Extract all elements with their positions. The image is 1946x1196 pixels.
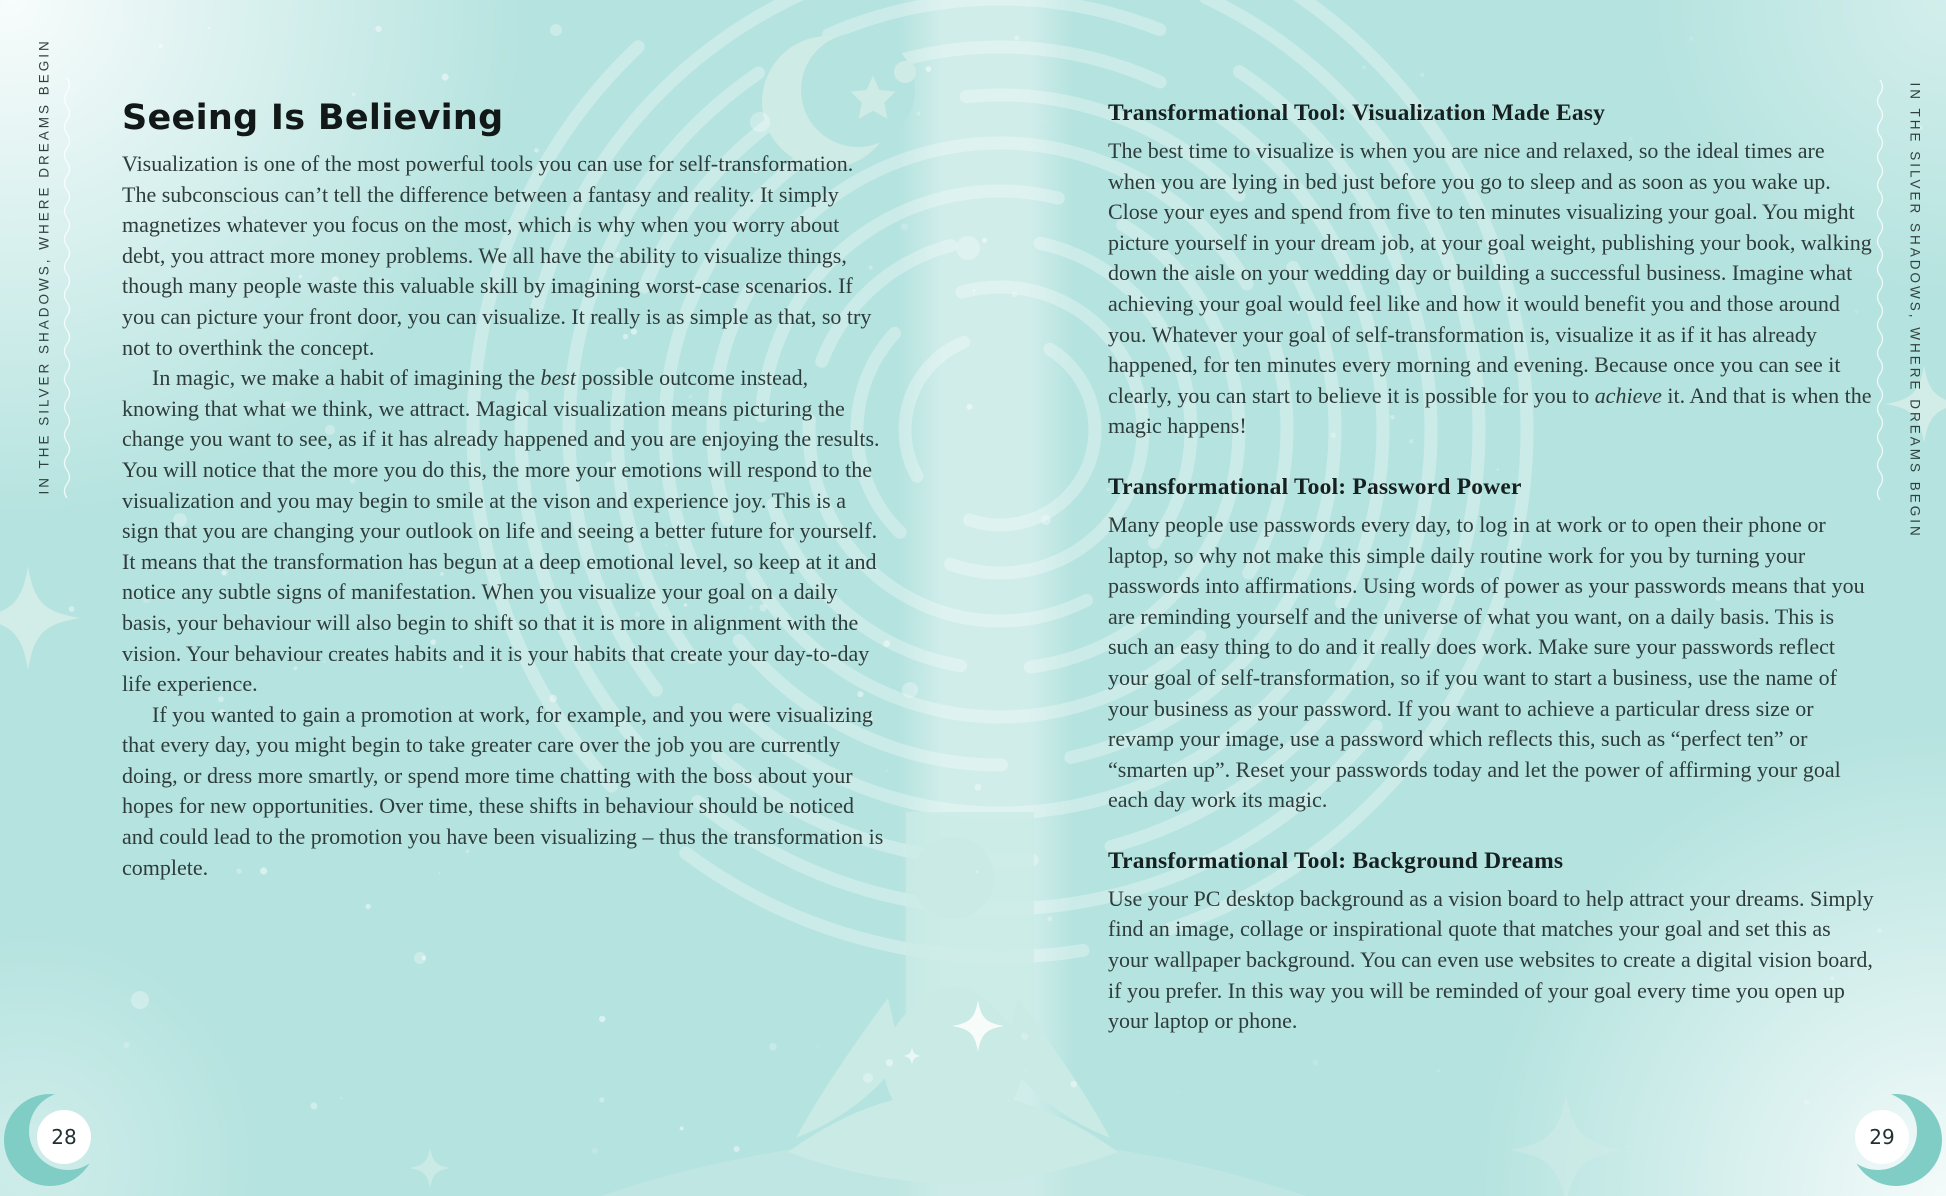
body-paragraph: If you wanted to gain a promotion at work, for example, and you were visualizing that every day, you might begin to take greater care over the job you are currently doing, or dress more smartly, or spend more time chatting with the boss about your hopes for new opportunities. Over time, these shifts in behaviour should be noticed and could lead to the promotion you have been visualizing – thus the transformation is complete. — [122, 701, 884, 880]
page-number-left — [37, 1110, 91, 1164]
section-heading: Transformational Tool: Visualization Made Easy — [1108, 100, 1606, 126]
right-running-head: IN THE SILVER SHADOWS, WHERE DREAMS BEGIN — [1907, 82, 1923, 539]
left-running-head: IN THE SILVER SHADOWS, WHERE DREAMS BEGIN — [36, 38, 52, 495]
section-paragraph: The best time to visualize is when you are nice and relaxed, so the ideal times are when you are lying in bed just before you go to sleep and as soon as you wake up. Close your eyes and spend from five to ten minutes visualizing your goal. You might picture yourself in your dream job, at your goal weight, publishing your book, walking down the aisle on your wedding day or building a successful business. Imagine what achieving your goal would feel like and how it would benefit you and those around you. Whatever your goal of self-transformation is, visualize it as if it has already happened, for ten minutes every morning and evening. Because once you can see it clearly, you can start to believe it is possible for you to achieve it. And that is when the magic happens! — [1108, 138, 1872, 439]
left-page-paragraphs — [122, 149, 888, 883]
wavy-divider — [61, 78, 73, 498]
body-paragraph: In magic, we make a habit of imagining the best possible outcome instead, knowing that what we think, we attract. Magical visualization means picturing the change you want to see, as if it has already happened and you are enjoying the results. You will notice that the more you do this, the more your emotions will respond to the visualization and you may begin to smile at the vison and experience joy. This is a sign that you are changing your outlook on life and seeing a better future for yourself. It means that the transformation has begun at a deep emotional level, so keep at it and notice any subtle signs of manifestation. When you visualize your goal on a daily basis, your behaviour will also begin to shift so that it is more in alignment with the vision. Your behaviour creates habits and it is your habits that create your day-to-day life experience. — [122, 365, 880, 697]
section-paragraph: Many people use passwords every day, to log in at work or to open their phone or laptop, so why not make this simple daily routine work for you by turning your passwords into affirmations. Using words of power as your passwords means that you are reminding yourself and the universe of what you want, on a daily basis. This is such an easy thing to do and it really does work. Make sure your passwords reflect your goal of self-transformation, so if you want to start a business, use the name of your business as your password. If you want to achieve a particular dress size or revamp your image, use a password which reflects this, such as “perfect ten” or “smarten up”. Reset your passwords today and let the power of affirming your goal each day work its magic. — [1108, 511, 1865, 813]
sparkle-icon — [409, 1147, 451, 1189]
left-page — [122, 98, 888, 883]
right-page-sections — [1108, 98, 1874, 1037]
body-paragraph: Visualization is one of the most powerful tools you can use for self-transformation. The subconscious can’t tell the difference between a fantasy and reality. It simply magnetizes whatever you focus on the most, which is why when you worry about debt, you attract more money problems. We all have the ability to visualize things, though many people waste this valuable skill by imagining worst-case scenarios. If you can picture your front door, you can visualize. It really is as simple as that, so try not to overthink the concept. — [122, 151, 872, 360]
section-heading: Transformational Tool: Password Power — [1108, 473, 1522, 500]
page-title: Seeing Is Believing — [122, 98, 504, 138]
right-page — [1108, 98, 1874, 1037]
section-heading: Transformational Tool: Background Dreams — [1108, 847, 1564, 874]
section-paragraph: Use your PC desktop background as a vision board to help attract your dreams. Simply find an image, collage or inspirational quote that matches your goal and set this as your wallpaper background. You can even use websites to create a digital vision board, if you prefer. In this way you will be reminded of your goal every time you open up your laptop or phone. — [1108, 885, 1874, 1034]
page-number-right — [1855, 1110, 1909, 1164]
wavy-divider — [1874, 80, 1886, 500]
sparkle-icon — [0, 566, 80, 670]
page-number-label: 29 — [1869, 1125, 1895, 1149]
page-number-label: 28 — [51, 1125, 77, 1149]
